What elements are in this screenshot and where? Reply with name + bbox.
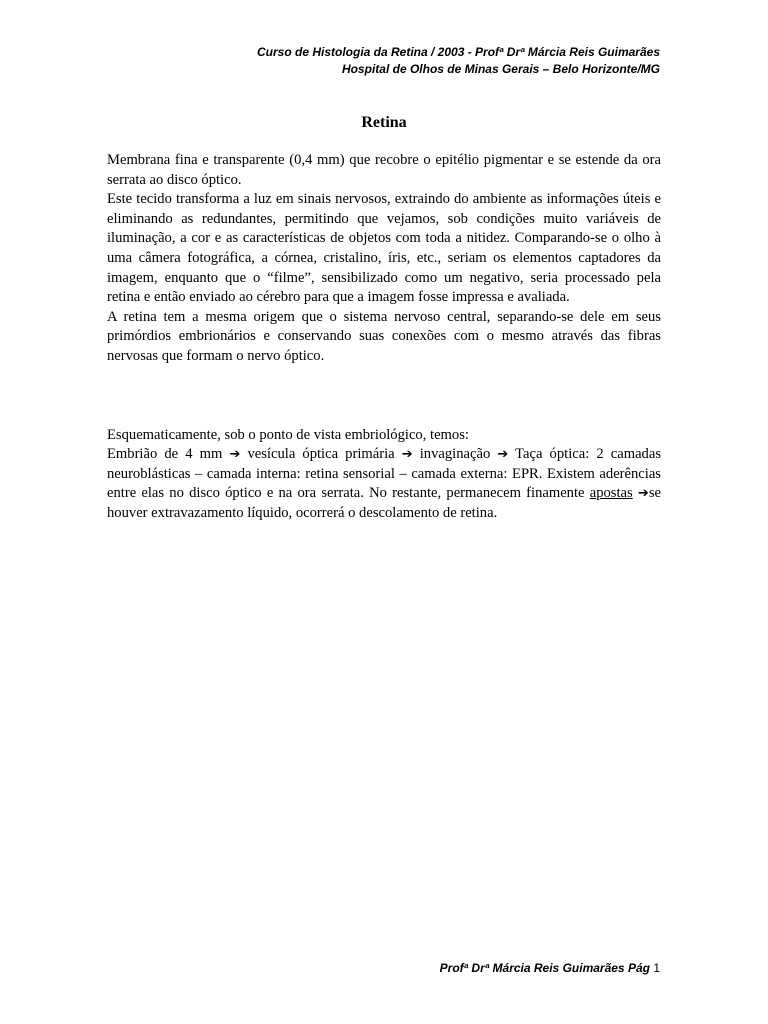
- spacer: [107, 367, 661, 426]
- arrow-right-icon: ➔: [401, 447, 413, 463]
- page-header: [257, 44, 660, 78]
- footer-page-number: 1: [653, 961, 660, 975]
- embryo-text-1: Embrião de 4 mm: [107, 446, 230, 463]
- arrow-right-icon: ➔: [497, 447, 509, 463]
- footer-author: Profª Drª Márcia Reis Guimarães: [439, 961, 625, 975]
- arrow-right-icon: ➔: [229, 447, 241, 463]
- embryo-text-2: vesícula óptica primária: [240, 446, 402, 463]
- document-title: Retina: [361, 114, 407, 131]
- embryo-text-5: se houver extravazamento líquido, ocorrerá o descolamento de retina.: [107, 485, 661, 521]
- arrow-right-icon: ➔: [637, 486, 649, 502]
- paragraph-embryology-intro: Esquematicamente, sob o ponto de vista embriológico, temos:: [107, 426, 469, 443]
- underlined-word: apostas: [589, 485, 633, 502]
- document-body: [107, 151, 661, 524]
- embryo-text-3: invaginação: [412, 446, 498, 463]
- paragraph-definition: Membrana fina e transparente (0,4 mm) que recobre o epitélio pigmentar e se estende da ora serrata ao disco óptico.: [107, 152, 661, 188]
- page-footer: [440, 960, 660, 977]
- header-course-line: Curso de Histologia da Retina / 2003 - Profª Drª Márcia Reis Guimarães: [256, 45, 660, 59]
- header-hospital-line: Hospital de Olhos de Minas Gerais – Belo Horizonte/MG: [341, 62, 660, 76]
- embryo-text-4: Taça óptica: 2 camadas neuroblásticas – camada interna: retina sensorial – camada externa: EPR. Existem aderências entre elas no disco óptico e na ora serrata. No restante, permanecem finamente: [107, 446, 662, 502]
- footer-page-label: Pág: [627, 961, 650, 975]
- paragraph-function: Este tecido transforma a luz em sinais nervosos, extraindo do ambiente as informações úteis e eliminando as redundantes, permitindo que vejamos, sob condições muito variáveis de iluminação, a cor e as características de objetos com toda a nitidez. Comparando-se o olho à uma câmera fotográfica, a córnea, cristalino, íris, etc., seriam os elementos captadores da imagem, enquanto que o “filme”, sensibilizado como um negativo, seria processado pela retina e então enviado ao cérebro para que a imagem fosse impressa e avaliada.: [107, 191, 661, 306]
- paragraph-embryology-scheme: [107, 445, 661, 523]
- paragraph-origin: A retina tem a mesma origem que o sistema nervoso central, separando-se dele em seus primórdios embrionários e conservando suas conexões com o mesmo através das fibras nervosas que formam o nervo óptico.: [107, 308, 661, 364]
